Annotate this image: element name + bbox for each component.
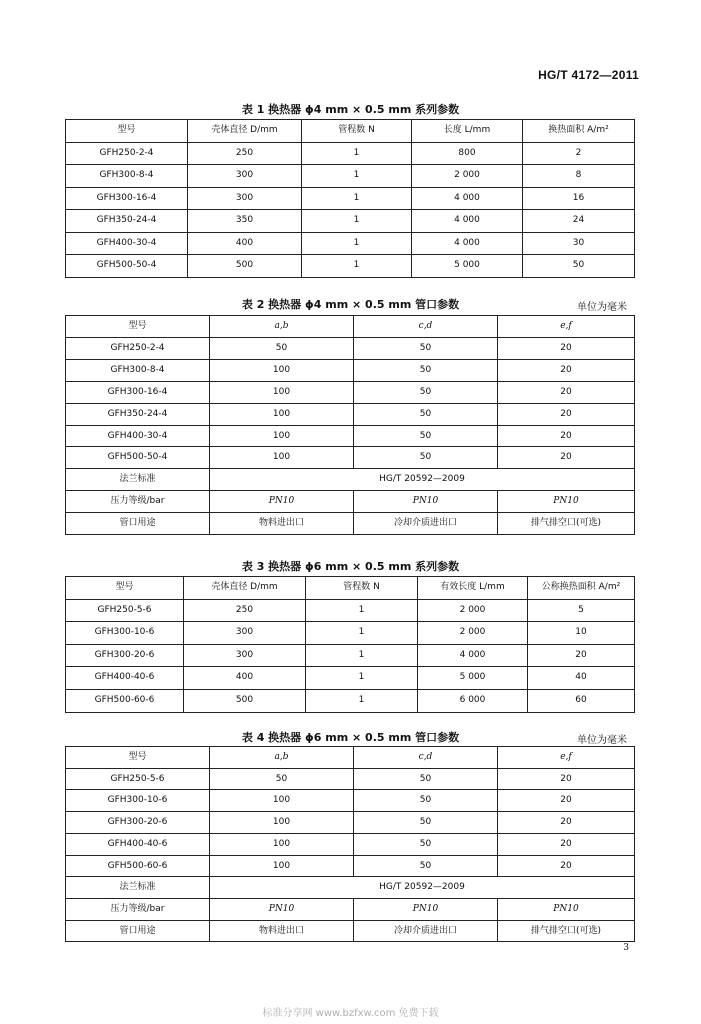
table2-header-cell: 型号 (66, 316, 210, 338)
table-cell: 20 (498, 337, 635, 359)
table-row (66, 359, 635, 381)
table3-caption: 表 3 换热器 ϕ6 mm × 0.5 mm 系列参数 (241, 560, 460, 573)
table-cell: 100 (210, 855, 354, 877)
table-cell: 20 (498, 447, 635, 469)
table1-header-cell: 长度 L/mm (412, 120, 523, 143)
row-label: 管口用途 (66, 513, 210, 535)
table3-header-cell: 公称换热面积 A/m² (528, 577, 635, 600)
usage-value: 物料进出口 (210, 920, 354, 942)
table-row (66, 381, 635, 403)
table-cell: 50 (354, 768, 498, 790)
table-cell: 1 (306, 667, 418, 690)
table-cell: 24 (523, 210, 635, 233)
table4-header-cell: 型号 (66, 747, 210, 769)
pressure-value: PN10 (498, 898, 635, 920)
table-row (66, 232, 635, 255)
table-cell: 500 (184, 689, 306, 712)
table1-header-cell: 壳体直径 D/mm (188, 120, 302, 143)
table-row (66, 855, 635, 877)
pressure-value: PN10 (210, 491, 354, 513)
table-cell: 5 000 (412, 255, 523, 278)
table1-caption: 表 1 换热器 ϕ4 mm × 0.5 mm 系列参数 (241, 103, 460, 116)
table-cell: 100 (210, 447, 354, 469)
table-cell: 50 (354, 833, 498, 855)
pressure-value: PN10 (210, 898, 354, 920)
table-cell: GFH250-2-4 (66, 142, 188, 165)
table-cell: 50 (354, 381, 498, 403)
table-cell: 30 (523, 232, 635, 255)
table-cell: 16 (523, 187, 635, 210)
table-cell: GFH350-24-4 (66, 210, 188, 233)
table-cell: 4 000 (412, 187, 523, 210)
table-row (66, 165, 635, 188)
usage-value: 物料进出口 (210, 513, 354, 535)
table-cell: 100 (210, 359, 354, 381)
table-cell: GFH300-10-6 (66, 790, 210, 812)
table-row (66, 403, 635, 425)
table4-header-cell: c,d (354, 747, 498, 769)
usage-row (66, 513, 635, 535)
table-cell: 100 (210, 833, 354, 855)
table-cell: 100 (210, 790, 354, 812)
table2-header-cell: c,d (354, 316, 498, 338)
table2-caption: 表 2 换热器 ϕ4 mm × 0.5 mm 管口参数 (241, 298, 460, 311)
table4-caption: 表 4 换热器 ϕ6 mm × 0.5 mm 管口参数 (241, 731, 460, 744)
table-cell: 350 (188, 210, 302, 233)
row-label: 法兰标准 (66, 469, 210, 491)
table1-header-cell: 换热面积 A/m² (523, 120, 635, 143)
table-cell: 20 (498, 403, 635, 425)
table3 (65, 576, 635, 713)
table-cell: GFH300-20-6 (66, 644, 184, 667)
table-cell: 1 (306, 644, 418, 667)
table-cell: 100 (210, 381, 354, 403)
table-cell: 300 (184, 644, 306, 667)
table-cell: 50 (354, 425, 498, 447)
table-row (66, 210, 635, 233)
row-label: 法兰标准 (66, 877, 210, 899)
table-cell: GFH350-24-4 (66, 403, 210, 425)
table-row (66, 255, 635, 278)
table-cell: GFH500-60-6 (66, 689, 184, 712)
table-cell: 1 (302, 165, 412, 188)
table-cell: 500 (188, 255, 302, 278)
table-cell: GFH400-40-6 (66, 667, 184, 690)
table1-header-cell: 管程数 N (302, 120, 412, 143)
table-cell: 50 (210, 768, 354, 790)
table4-header-cell: a,b (210, 747, 354, 769)
flange-standard-value: HG/T 20592—2009 (210, 469, 635, 491)
table-cell: GFH500-50-4 (66, 447, 210, 469)
table-row (66, 644, 635, 667)
table4-header-cell: e,f (498, 747, 635, 769)
table-cell: 20 (498, 359, 635, 381)
table-cell: GFH250-2-4 (66, 337, 210, 359)
flange-standard-value: HG/T 20592—2009 (210, 877, 635, 899)
table-cell: GFH400-40-6 (66, 833, 210, 855)
table-cell: GFH400-30-4 (66, 425, 210, 447)
table-cell: 1 (302, 187, 412, 210)
table-cell: 4 000 (412, 232, 523, 255)
table-row (66, 142, 635, 165)
table-cell: 50 (354, 403, 498, 425)
table-cell: 1 (302, 255, 412, 278)
table-cell: 300 (188, 165, 302, 188)
table-cell: 250 (188, 142, 302, 165)
table-cell: GFH250-5-6 (66, 768, 210, 790)
table-cell: 40 (528, 667, 635, 690)
table-row (66, 768, 635, 790)
table-cell: 800 (412, 142, 523, 165)
table-cell: 50 (354, 337, 498, 359)
table-row (66, 667, 635, 690)
table1-header-row (66, 120, 635, 143)
table-cell: 1 (302, 232, 412, 255)
table4-header-row (66, 747, 635, 769)
table-cell: 50 (523, 255, 635, 278)
table-cell: GFH250-5-6 (66, 599, 184, 622)
table-row (66, 425, 635, 447)
table-cell: GFH300-10-6 (66, 622, 184, 645)
table-cell: 300 (184, 622, 306, 645)
table-cell: 400 (188, 232, 302, 255)
table-cell: GFH400-30-4 (66, 232, 188, 255)
page-number: 3 (623, 943, 629, 953)
table-row (66, 337, 635, 359)
table-cell: 20 (498, 768, 635, 790)
table-cell: GFH300-16-4 (66, 187, 188, 210)
table-cell: 1 (306, 689, 418, 712)
table-cell: 20 (498, 790, 635, 812)
table-row (66, 599, 635, 622)
table-cell: 100 (210, 403, 354, 425)
table3-header-row (66, 577, 635, 600)
row-label: 压力等级/bar (66, 898, 210, 920)
table3-header-cell: 管程数 N (306, 577, 418, 600)
table-cell: 1 (302, 142, 412, 165)
table-row (66, 622, 635, 645)
table2-header-row (66, 316, 635, 338)
table-cell: 50 (354, 855, 498, 877)
table-cell: 50 (210, 337, 354, 359)
table-cell: 20 (498, 812, 635, 834)
footer-watermark: 标准分享网 www.bzfxw.com 免费下载 (262, 1008, 439, 1019)
table-cell: 20 (498, 425, 635, 447)
flange-standard-row (66, 469, 635, 491)
flange-standard-row (66, 877, 635, 899)
table-cell: GFH300-20-6 (66, 812, 210, 834)
usage-value: 冷却介质进出口 (354, 513, 498, 535)
table-cell: GFH500-60-6 (66, 855, 210, 877)
table-row (66, 447, 635, 469)
table-cell: 100 (210, 425, 354, 447)
row-label: 压力等级/bar (66, 491, 210, 513)
table-cell: 6 000 (418, 689, 528, 712)
table-cell: 2 (523, 142, 635, 165)
table3-header-cell: 有效长度 L/mm (418, 577, 528, 600)
table-cell: 1 (306, 622, 418, 645)
table-cell: 5 000 (418, 667, 528, 690)
table-row (66, 187, 635, 210)
table-cell: 100 (210, 812, 354, 834)
table1 (65, 119, 635, 278)
table-cell: 5 (528, 599, 635, 622)
table-cell: 1 (306, 599, 418, 622)
table2-header-cell: a,b (210, 316, 354, 338)
row-label: 管口用途 (66, 920, 210, 942)
standard-code: HG/T 4172—2011 (538, 68, 639, 82)
table4 (65, 746, 635, 942)
table-cell: GFH300-16-4 (66, 381, 210, 403)
pressure-value: PN10 (354, 898, 498, 920)
table-cell: 50 (354, 447, 498, 469)
usage-value: 冷却介质进出口 (354, 920, 498, 942)
table2-header-cell: e,f (498, 316, 635, 338)
table2 (65, 315, 635, 535)
pressure-value: PN10 (354, 491, 498, 513)
table-row (66, 812, 635, 834)
table-row (66, 689, 635, 712)
table-cell: 10 (528, 622, 635, 645)
table-cell: 20 (528, 644, 635, 667)
table-cell: GFH300-8-4 (66, 359, 210, 381)
table2-unit-note: 单位为毫米 (577, 302, 627, 313)
pressure-value: PN10 (498, 491, 635, 513)
table-cell: GFH300-8-4 (66, 165, 188, 188)
table-cell: 250 (184, 599, 306, 622)
table-cell: 1 (302, 210, 412, 233)
table-row (66, 790, 635, 812)
table-cell: 20 (498, 855, 635, 877)
table3-header-cell: 型号 (66, 577, 184, 600)
table4-unit-note: 单位为毫米 (577, 735, 627, 746)
table-cell: 4 000 (412, 210, 523, 233)
table-cell: 50 (354, 790, 498, 812)
table-cell: 400 (184, 667, 306, 690)
usage-value: 排气排空口(可选) (498, 513, 635, 535)
pressure-row (66, 491, 635, 513)
usage-value: 排气排空口(可选) (498, 920, 635, 942)
usage-row (66, 920, 635, 942)
pressure-row (66, 898, 635, 920)
table-cell: 60 (528, 689, 635, 712)
table-row (66, 833, 635, 855)
table-cell: 50 (354, 359, 498, 381)
table-cell: 2 000 (418, 622, 528, 645)
table-cell: 20 (498, 381, 635, 403)
table-cell: 4 000 (418, 644, 528, 667)
table-cell: 20 (498, 833, 635, 855)
table-cell: 50 (354, 812, 498, 834)
table-cell: 8 (523, 165, 635, 188)
table3-header-cell: 壳体直径 D/mm (184, 577, 306, 600)
table-cell: GFH500-50-4 (66, 255, 188, 278)
table-cell: 300 (188, 187, 302, 210)
table-cell: 2 000 (412, 165, 523, 188)
table-cell: 2 000 (418, 599, 528, 622)
table1-header-cell: 型号 (66, 120, 188, 143)
